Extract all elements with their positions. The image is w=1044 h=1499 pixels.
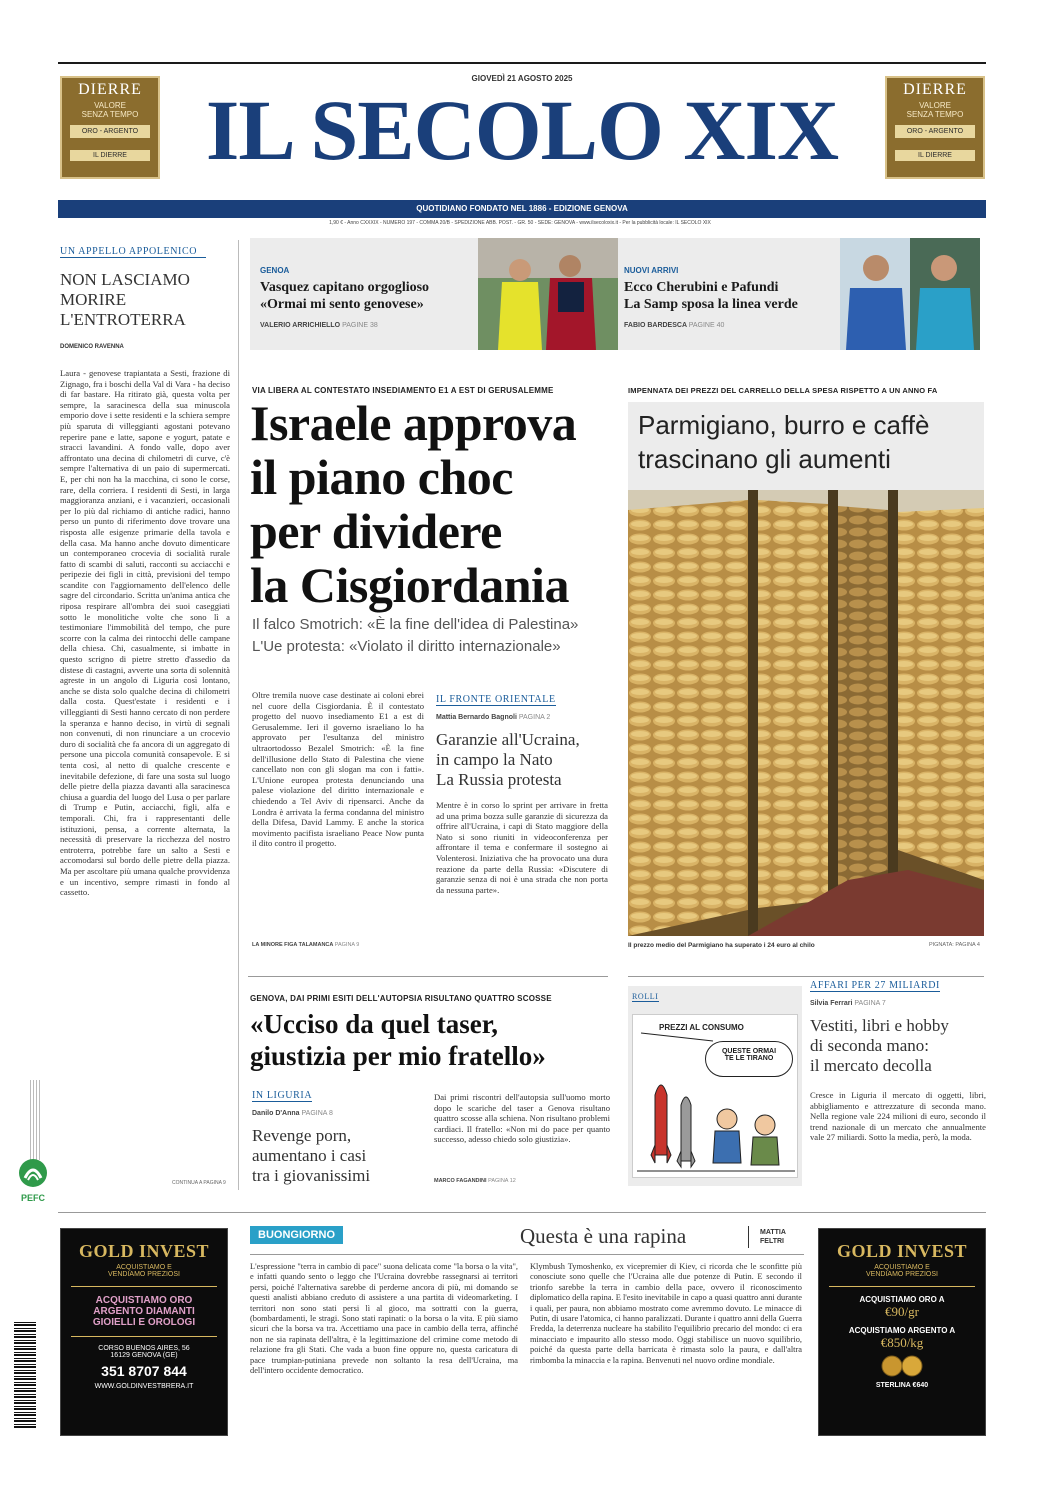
editorial-title-line: NON LASCIAMO	[60, 270, 190, 289]
gold-line: GIOIELLI E OROLOGI	[92, 1317, 196, 1328]
cheese-title-line: trascinano gli aumenti	[638, 444, 891, 474]
masthead-title: IL SECOLO XIX	[205, 82, 839, 178]
top-rule	[58, 62, 986, 64]
gold-coins	[819, 1355, 985, 1382]
teaser-title: Vasquez capitano orgoglioso	[260, 280, 430, 295]
dierre-line2: SENZA TEMPO	[81, 110, 139, 119]
editorial-title	[60, 270, 220, 330]
liguria-headline-line: Revenge porn,	[252, 1126, 352, 1145]
section-rule	[248, 976, 608, 977]
lead-headline-line: per dividere	[250, 503, 502, 559]
teaser-section: NUOVI ARRIVI	[624, 266, 679, 275]
dierre-footer: IL DIERRE	[70, 150, 150, 161]
ukraine-body: Mentre è in corso lo sprint per arrivare in fretta ad una prima bozza sulle garanzie di sicurezza da offrire all'Ucraina, i capi di Stato maggiore della Nato si sono riuniti in videoconferenza per affrontare il tema e confermare il sostegno ai Volenterosi. Iniziativa che ha provocato una dura reazione da parte della Russia: «Discutere di garanzie senza di noi è una strada che non porta da nessuna parte».	[436, 800, 608, 895]
teaser-page: PAGINE 40	[688, 322, 725, 329]
market-headline-line: il mercato decolla	[810, 1056, 932, 1075]
dierre-ad-right	[885, 76, 985, 179]
pefc-logo	[16, 1158, 50, 1202]
teaser-genoa[interactable]	[250, 238, 620, 350]
teaser-byline: FABIO BARDESCA	[624, 322, 687, 329]
gold-sub: VENDIAMO PREZIOSI	[866, 1271, 938, 1278]
taser-headline-line: giustizia per mio fratello»	[250, 1041, 546, 1071]
market-page: PAGINA 7	[854, 1000, 886, 1007]
lead-headline-line: il piano choc	[250, 449, 513, 505]
buongiorno-col1: L'espressione "terra in cambio di pace" suona delicata come "la borsa o la vita", e infatti quando sento o leggo che l'Ucraina dovrebbe rassegnarsi ai territori persi, poiché l'alternativa sarebbe di perderne ancora di più, mi domando se questi analisti abbiano creduto di assistere a una partita di videomarketing. I territori non sono stati persi lì al gioco, ma sottratti con la guerra, (bombardamenti, le stragi. Sono stati rapinati: o la borsa o la vita. E più siamo sicuri che la borsa va tra. Accettiamo una pace in cambio della terra, affinché non ne sia rapinata dell'altra, è la legittimazione del crimine come metodo di relazione fra gli Stati. Che vada a buon fine oppure no, questa caricatura di pace trumpian-putiniana prevede non soltanto la resa dell'Ucraina, ma dell'intero occidente democratico.	[250, 1262, 518, 1376]
bottom-rule	[58, 1212, 986, 1213]
dierre-line3: ORO - ARGENTO	[895, 125, 975, 138]
buongiorno-author-divider	[748, 1226, 749, 1248]
masthead-strapline: QUOTIDIANO FONDATO NEL 1886 - EDIZIONE GENOVA	[58, 200, 986, 218]
cheese-page: PIGNATA: PAGINA 4	[928, 942, 980, 948]
sidebar-legal-text	[30, 1080, 42, 1160]
teaser-byline-row	[624, 322, 724, 329]
cheese-kicker: IMPENNATA DEI PREZZI DEL CARRELLO DELLA SPESA RISPETTO A UN ANNO FA	[628, 386, 938, 395]
taser-byline-row	[434, 1178, 516, 1184]
dierre-line2: SENZA TEMPO	[906, 110, 964, 119]
liguria-byline-row	[252, 1110, 333, 1117]
liguria-headline	[252, 1126, 422, 1186]
teaser-title: La Samp sposa la linea verde	[624, 297, 798, 312]
gold-divider	[829, 1286, 975, 1287]
cartoon-sign: PREZZI AL CONSUMO	[659, 1023, 744, 1032]
dierre-ad-left	[60, 76, 160, 179]
taser-headline-line: «Ucciso da quel taser,	[250, 1009, 498, 1039]
gold-line: ACQUISTIAMO ARGENTO A	[848, 1326, 956, 1335]
teaser-samp[interactable]	[620, 238, 980, 350]
ukraine-kicker: IL FRONTE ORIENTALE	[436, 694, 556, 705]
market-byline-row	[810, 1000, 886, 1007]
lead-headline-line: Israele approva	[250, 395, 577, 451]
market-headline-line: Vestiti, libri e hobby	[810, 1016, 949, 1035]
dierre-line1: VALORE	[94, 101, 126, 110]
liguria-headline-line: aumentano i casi	[252, 1146, 367, 1165]
lead-byline-row	[252, 942, 359, 948]
cheese-photo	[628, 490, 984, 936]
buongiorno-col2: Klymbush Tymoshenko, ex vicepremier di Kiev, ci ricorda che le sconfitte più conosciute sono quelle che l'Ucraina alle due potenze di Putin. E secondo il trionfo sarebbe la terra in cambio della pace, ovvero il riconoscimento diplomatico della rapina. E l'esito inevitabile in capo a quasi quattro anni durante i quali, per paura, non abbiamo mostrato come avremmo dovuto. Le minacce di Putin, di usare l'atomica, ci hanno paralizzati. Durante i quattro anni della Guerra Fredda, la deterrenza nucleare ha stabilito l'equilibrio precario del mondo: ci era minacciato e impaurito allo stesso modo. Oggi stabilisce un nuovo squilibrio, poiché da questa parte della barricata è rimasta solo la paura, e dall'altra rimbomba la minaccia e la rapina. Benvenuti nel nuovo ordine mondiale.	[530, 1262, 802, 1365]
editorial-title-line: L'ENTROTERRA	[60, 310, 186, 329]
buongiorno-author-line: MATTIA	[760, 1229, 786, 1236]
cheese-title-box	[628, 402, 984, 490]
editorial-kicker: UN APPELLO APPOLENICO	[60, 246, 206, 258]
gold-brand: GOLD INVEST	[836, 1241, 968, 1261]
buongiorno-author	[760, 1228, 786, 1246]
cheese-title-line: Parmigiano, burro e caffè	[638, 410, 930, 440]
lead-headline	[250, 396, 620, 612]
samp-photo	[840, 238, 980, 350]
liguria-kicker: IN LIGURIA	[252, 1090, 313, 1101]
ukraine-byline-row	[436, 714, 550, 721]
cheese-caption: Il prezzo medio del Parmigiano ha superato i 24 euro al chilo	[628, 942, 815, 949]
lead-headline-line: la Cisgiordania	[250, 557, 569, 613]
section-rule	[628, 976, 984, 977]
dierre-brand: DIERRE	[903, 81, 967, 98]
dierre-footer: IL DIERRE	[895, 150, 975, 161]
buongiorno-title: Questa è una rapina	[520, 1224, 687, 1248]
lead-byline: LA MINORE FIGA TALAMANCA	[252, 942, 334, 948]
lead-kicker: VIA LIBERA AL CONTESTATO INSEDIAMENTO E1 A EST DI GERUSALEMME	[252, 386, 554, 395]
buongiorno-author-line: FELTRI	[760, 1238, 784, 1245]
gold-coin-label: STERLINA €640	[875, 1382, 929, 1389]
dierre-line1: VALORE	[919, 101, 951, 110]
column-divider	[238, 240, 239, 1190]
taser-page: PAGINA 12	[488, 1178, 516, 1184]
ukraine-headline-line: in campo la Nato	[436, 750, 553, 769]
ukraine-author: Mattia Bernardo Bagnoli	[436, 714, 517, 721]
taser-kicker: GENOVA, DAI PRIMI ESITI DELL'AUTOPSIA RISULTANO QUATTRO SCOSSE	[250, 994, 552, 1003]
teaser-title: «Ormai mi sento genovese»	[260, 297, 424, 312]
taser-headline	[250, 1008, 620, 1072]
liguria-author: Danilo D'Anna	[252, 1110, 300, 1117]
buongiorno-label: BUONGIORNO	[250, 1226, 343, 1244]
dierre-line3: ORO - ARGENTO	[70, 125, 150, 138]
taser-byline: MARCO FAGANDINI	[434, 1178, 487, 1184]
ukraine-headline-line: Garanzie all'Ucraina,	[436, 730, 580, 749]
lead-subhead	[252, 614, 622, 658]
market-body: Cresce in Liguria il mercato di oggetti, libri, abbigliamento e attrezzature di seconda mano. Nella regione vale 224 milioni di euro, secondo il trend nazionale di un mercato che annualmente vale 27 miliardi. Sotto la media, però, la moda.	[810, 1090, 986, 1143]
cartoon-kicker: ROLLI	[632, 992, 659, 1001]
gold-sub: VENDIAMO PREZIOSI	[108, 1271, 180, 1278]
genoa-photo	[478, 238, 618, 350]
gold-line: ACQUISTIAMO ORO	[95, 1295, 193, 1306]
gold-brand: GOLD INVEST	[78, 1241, 210, 1261]
gold-web: WWW.GOLDINVESTBRERA.IT	[94, 1383, 194, 1390]
liguria-page: PAGINA 8	[301, 1110, 333, 1117]
gold-invest-ad-left	[60, 1228, 228, 1436]
masthead-date: GIOVEDÌ 21 AGOSTO 2025	[471, 74, 573, 83]
cartoon-bubble-line: QUESTE ORMAI	[721, 1048, 777, 1055]
cartoon-illustration	[633, 1015, 799, 1179]
cartoon-drawing	[632, 1014, 798, 1178]
gold-price: €850/kg	[880, 1335, 924, 1350]
pefc-label: PEFC	[20, 1193, 45, 1203]
dierre-brand: DIERRE	[78, 81, 142, 98]
masthead-fineprint: 1,90 € - Anno CXXXIX - NUMERO 197 - COMMA 20/B - SPEDIZIONE ABB. POST. - GR. 50 - SEDE: GENOVA - www.ilsecoloxix.it - Per la pubblicità locale: IL SECOLO XIX	[329, 220, 711, 226]
lead-body: Oltre tremila nuove case destinate ai coloni ebrei nel cuore della Cisgiordania. È il contestato progetto del nuovo insediamento E1 a est di Gerusalemme. Ieri il governo israeliano lo ha approvato per l'esultanza del ministro ultraortodosso Bezalel Smotrich: «È la fine dell'illusione dello Stato di Palestina che viene cancellato non con gli slogan ma con i fatti». L'Unione europea protesta denunciando una palese violazione del diritto internazionale e chiedendo a Tel Aviv di ripensarci. Anche da Londra è arrivata la ferma condanna del ministro della Difesa, David Lammy. E anche la storica movimento pacifista israeliano Peace Now punta il dito contro il progetto.	[252, 690, 424, 849]
gold-line: ACQUISTIAMO ORO A	[859, 1295, 945, 1304]
gold-sub: ACQUISTIAMO E	[116, 1264, 172, 1271]
editorial-author: DOMENICO RAVENNA	[60, 344, 124, 350]
market-headline-line: di seconda mano:	[810, 1036, 929, 1055]
teaser-section: GENOA	[260, 266, 290, 275]
editorial-footer: CONTINUA A PAGINA 9	[172, 1180, 226, 1186]
lead-subhead-line: L'Ue protesta: «Violato il diritto internazionale»	[252, 638, 561, 655]
liguria-headline-line: tra i giovanissimi	[252, 1166, 371, 1185]
market-kicker: AFFARI PER 27 MILIARDI	[810, 980, 940, 991]
market-headline	[810, 1016, 986, 1076]
teaser-page: PAGINE 38	[342, 322, 378, 329]
buongiorno-rule	[250, 1254, 804, 1255]
gold-sub: ACQUISTIAMO E	[874, 1264, 930, 1271]
lead-page: PAGINA 9	[334, 942, 360, 948]
gold-address: 16129 GENOVA (GE)	[110, 1352, 178, 1359]
cartoon-bubble-line: TE LE TIRANO	[724, 1055, 774, 1062]
cartoon-box	[628, 986, 802, 1186]
ukraine-headline	[436, 730, 616, 790]
ukraine-headline-line: La Russia protesta	[436, 770, 562, 789]
gold-line: ARGENTO DIAMANTI	[93, 1306, 195, 1317]
editorial-body: Laura - genovese trapiantata a Sesti, frazione di Zignago, fra i boschi della Val di Vara - ha deciso di far bastare. Ha ritirato già, questa volta per sempre, la saracinesca della sua minuscola emporio dove i sette residenti e la schiera sempre più sparuta di villeggianti agostani potevano reperire pane e latte, sapone e yogurt, patate e stracci lavandini. A fondo valle, dopo aver affrontato una decina di chilometri di curve, c'è sempre l'alternativa di un paio di supermercati. E, per chi non ha la macchina, ci sono le corse, rare, della corriera. I residenti di Sesti, in larga maggioranza anziani, e i vacanzieri, occasionali per lo più dal richiamo di antiche radici, hanno perso un punto di riferimento dove trovare una risposta alle esigenze primarie della tavola e della casa. Ma hanno anche dovuto dimenticare un contemporaneo crocevia di socialità rurale fatto di scambi di saluti, racconti su acciacchi e peripezie dei figli in città, previsioni del tempo scandite con l'aggiornamento dell'elenco delle sagre del circondario. Scritta un'anima antica che riposa respirare all'ombra dei suoi caseggiati sotto le monolitiche volte che sono lì a testimoniare l'immobilità del tempo, che pure scorre con la calma dei rintocchi delle campane della chiesa. Chi, casualmente, si imbatte in questo scrigno di pietre stretto d'assedio da distese di castagni, avverte una sorta di solennità agreste in un angolo di Liguria così lontano, anche se dista solo qualche decina di chilometri dalla costa. Quest'estate i residenti e i villeggianti di Sesti hanno cercato di non perdere la speranza e hanno deciso, in virtù di segnali non convenuti, di non rinunciare a un crocevio duro di socialità che fa ancora di un aggregato di persone una piccola comunità consapevole. E si tenta così, al netto di qualche crescente e inevitabile defezione, di fare una sosta sul luogo delle pietre della piazza davanti alla saracinesca chiusa a guardia del luogo del Lusa o per parlare di Trump e Putin, acciacchi, figli, alfa e temporali. Chi, fra i rappresentanti delle istituzioni, pensa, a corrente alternata, la necessità di preservare la ricchezza del nostro entroterra, potrebbe fare un salto a Sesti e accomodarsi sul bordo delle pietre della piazza. Ma per ascoltare più umana qualche provvidenza e un incentivo, sempre rimasti in fondo al cassetto.	[60, 368, 230, 898]
market-author: Silvia Ferrari	[810, 1000, 853, 1007]
gold-price: €90/gr	[885, 1304, 919, 1319]
teaser-byline: VALERIO ARRICHIELLO	[260, 322, 341, 329]
editorial-title-line: MORIRE	[60, 290, 127, 309]
ukraine-page: PAGINA 2	[518, 714, 551, 721]
gold-phone: 351 8707 844	[101, 1363, 187, 1379]
teaser-byline-row	[260, 322, 378, 329]
taser-body: Dai primi riscontri dell'autopsia sull'uomo morto dopo le scariche del taser a Genova risultano quattro scosse alla schiena. Non risultano problemi cardiaci. Il fratello: «Non mi do pace per quanto successo, adesso chiedo solo giustizia».	[434, 1092, 610, 1145]
gold-divider	[71, 1336, 217, 1337]
gold-address: CORSO BUENOS AIRES, 56	[98, 1345, 190, 1352]
lead-subhead-line: Il falco Smotrich: «È la fine dell'idea di Palestina»	[252, 616, 579, 633]
gold-divider	[71, 1286, 217, 1287]
barcode	[14, 1320, 36, 1428]
cheese-caption-row	[628, 942, 984, 949]
gold-invest-ad-right	[818, 1228, 986, 1436]
teaser-title: Ecco Cherubini e Pafundi	[624, 280, 779, 295]
